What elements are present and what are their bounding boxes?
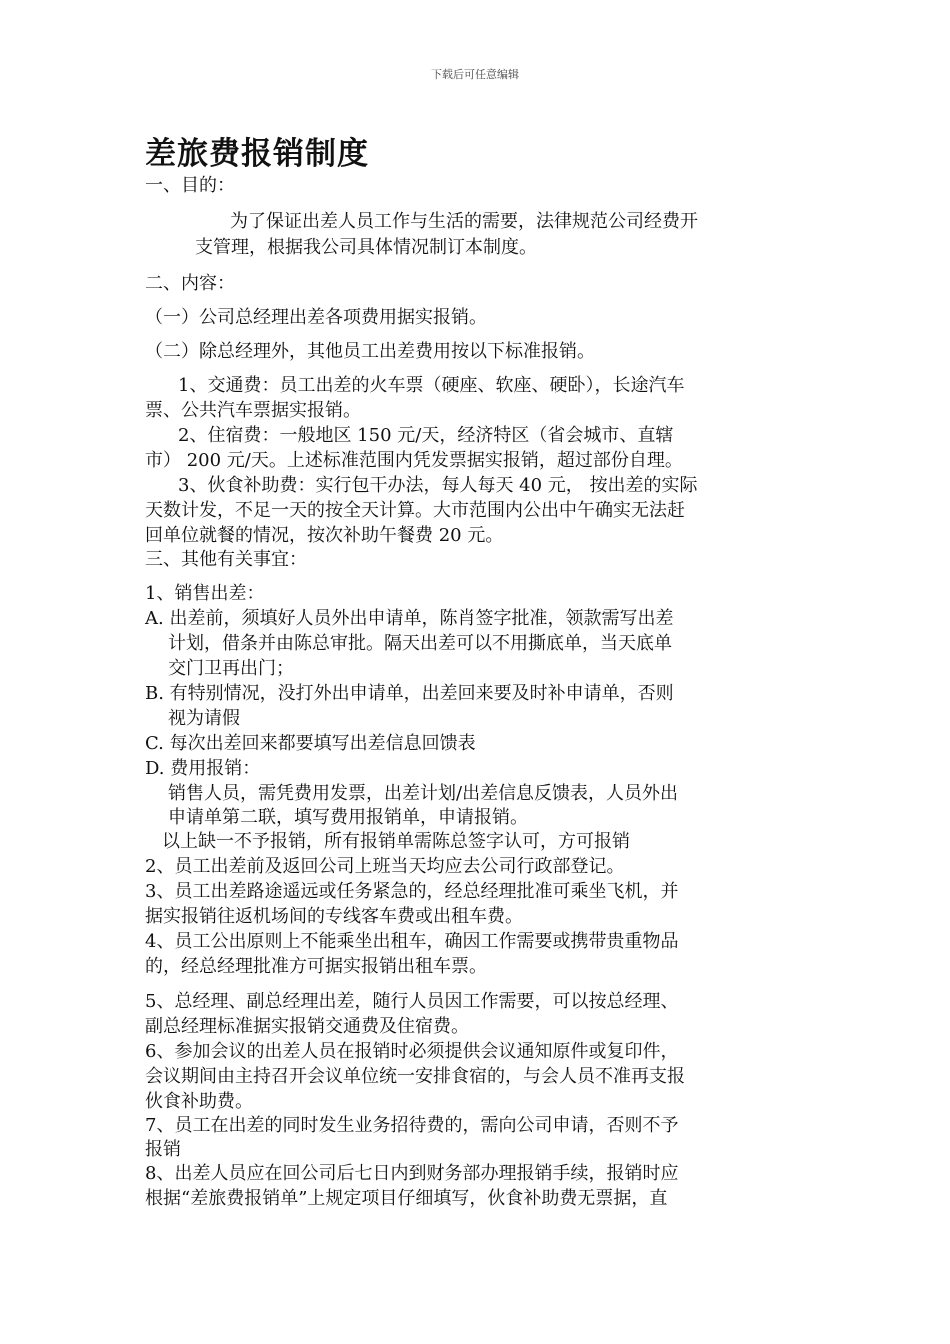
paragraph-line: 7、员工在出差的同时发生业务招待费的，需向公司申请，否则不予 <box>145 1115 679 1136</box>
paragraph-line: 8、出差人员应在回公司后七日内到财务部办理报销手续，报销时应 <box>145 1163 679 1184</box>
paragraph-line: B. 有特别情况，没打外出申请单，出差回来要及时补申请单，否则 <box>145 683 674 704</box>
paragraph-line: 4、员工公出原则上不能乘坐出租车，确因工作需要或携带贵重物品 <box>145 931 679 952</box>
paragraph-line: 销售人员，需凭费用发票，出差计划/出差信息反馈表，人员外出 <box>168 783 679 804</box>
paragraph-line: 副总经理标准据实报销交通费及住宿费。 <box>145 1016 469 1037</box>
paragraph-line: 3、伙食补助费：实行包干办法，每人每天 40 元， 按出差的实际 <box>178 475 698 496</box>
paragraph-line: 1、销售出差： <box>145 583 265 604</box>
paragraph-line: C. 每次出差回来都要填写出差信息回馈表 <box>145 733 476 754</box>
paragraph-line: 支管理，根据我公司具体情况制订本制度。 <box>195 237 537 258</box>
paragraph-line: 视为请假 <box>168 708 240 729</box>
paragraph-line: 6、参加会议的出差人员在报销时必须提供会议通知原件或复印件， <box>145 1041 679 1062</box>
paragraph-line: 申请单第二联，填写费用报销单，申请报销。 <box>168 807 528 828</box>
paragraph-line: 会议期间由主持召开会议单位统一安排食宿的，与会人员不准再支报 <box>145 1066 685 1087</box>
paragraph-line: 为了保证出差人员工作与生活的需要，法律规范公司经费开 <box>230 211 698 232</box>
section-heading: 三、其他有关事宜： <box>145 549 307 570</box>
paragraph-line: 回单位就餐的情况，按次补助午餐费 20 元。 <box>145 525 504 546</box>
paragraph-line: 的，经总经理批准方可据实报销出租车票。 <box>145 956 487 977</box>
paragraph-line: 据实报销往返机场间的专线客车费或出租车费。 <box>145 906 523 927</box>
paragraph-line: 交门卫再出门； <box>168 658 294 679</box>
paragraph-line: （一）公司总经理出差各项费用据实报销。 <box>145 307 487 328</box>
paragraph-line: 3、员工出差路途遥远或任务紧急的，经总经理批准可乘坐飞机，并 <box>145 881 679 902</box>
paragraph-line: 根据“差旅费报销单”上规定项目仔细填写，伙食补助费无票据，直 <box>145 1188 668 1209</box>
page-header-note: 下载后可任意编辑 <box>431 68 519 81</box>
paragraph-line: 天数计发，不足一天的按全天计算。大市范围内公出中午确实无法赶 <box>145 500 685 521</box>
paragraph-line: 伙食补助费。 <box>145 1091 253 1112</box>
section-heading: 一、目的： <box>145 175 235 196</box>
paragraph-line: D. 费用报销： <box>145 758 261 779</box>
paragraph-line: 2、员工出差前及返回公司上班当天均应去公司行政部登记。 <box>145 856 625 877</box>
paragraph-line: 计划，借条并由陈总审批。隔天出差可以不用撕底单，当天底单 <box>168 633 672 654</box>
paragraph-line: 2、住宿费：一般地区 150 元/天，经济特区（省会城市、直辖 <box>178 425 674 446</box>
paragraph-line: 票、公共汽车票据实报销。 <box>145 400 361 421</box>
paragraph-line: 5、总经理、副总经理出差，随行人员因工作需要，可以按总经理、 <box>145 991 679 1012</box>
paragraph-line: （二）除总经理外，其他员工出差费用按以下标准报销。 <box>145 341 595 362</box>
section-heading: 二、内容： <box>145 273 235 294</box>
paragraph-line: A. 出差前，须填好人员外出申请单，陈肖签字批准，领款需写出差 <box>145 608 674 629</box>
paragraph-line: 以上缺一不予报销，所有报销单需陈总签字认可，方可报销 <box>162 831 630 852</box>
paragraph-line: 报销 <box>145 1139 181 1160</box>
paragraph-line: 市） 200 元/天。上述标准范围内凭发票据实报销，超过部份自理。 <box>145 450 683 471</box>
paragraph-line: 1、交通费：员工出差的火车票（硬座、软座、硬卧），长途汽车 <box>178 375 685 396</box>
document-title: 差旅费报销制度 <box>145 136 369 172</box>
